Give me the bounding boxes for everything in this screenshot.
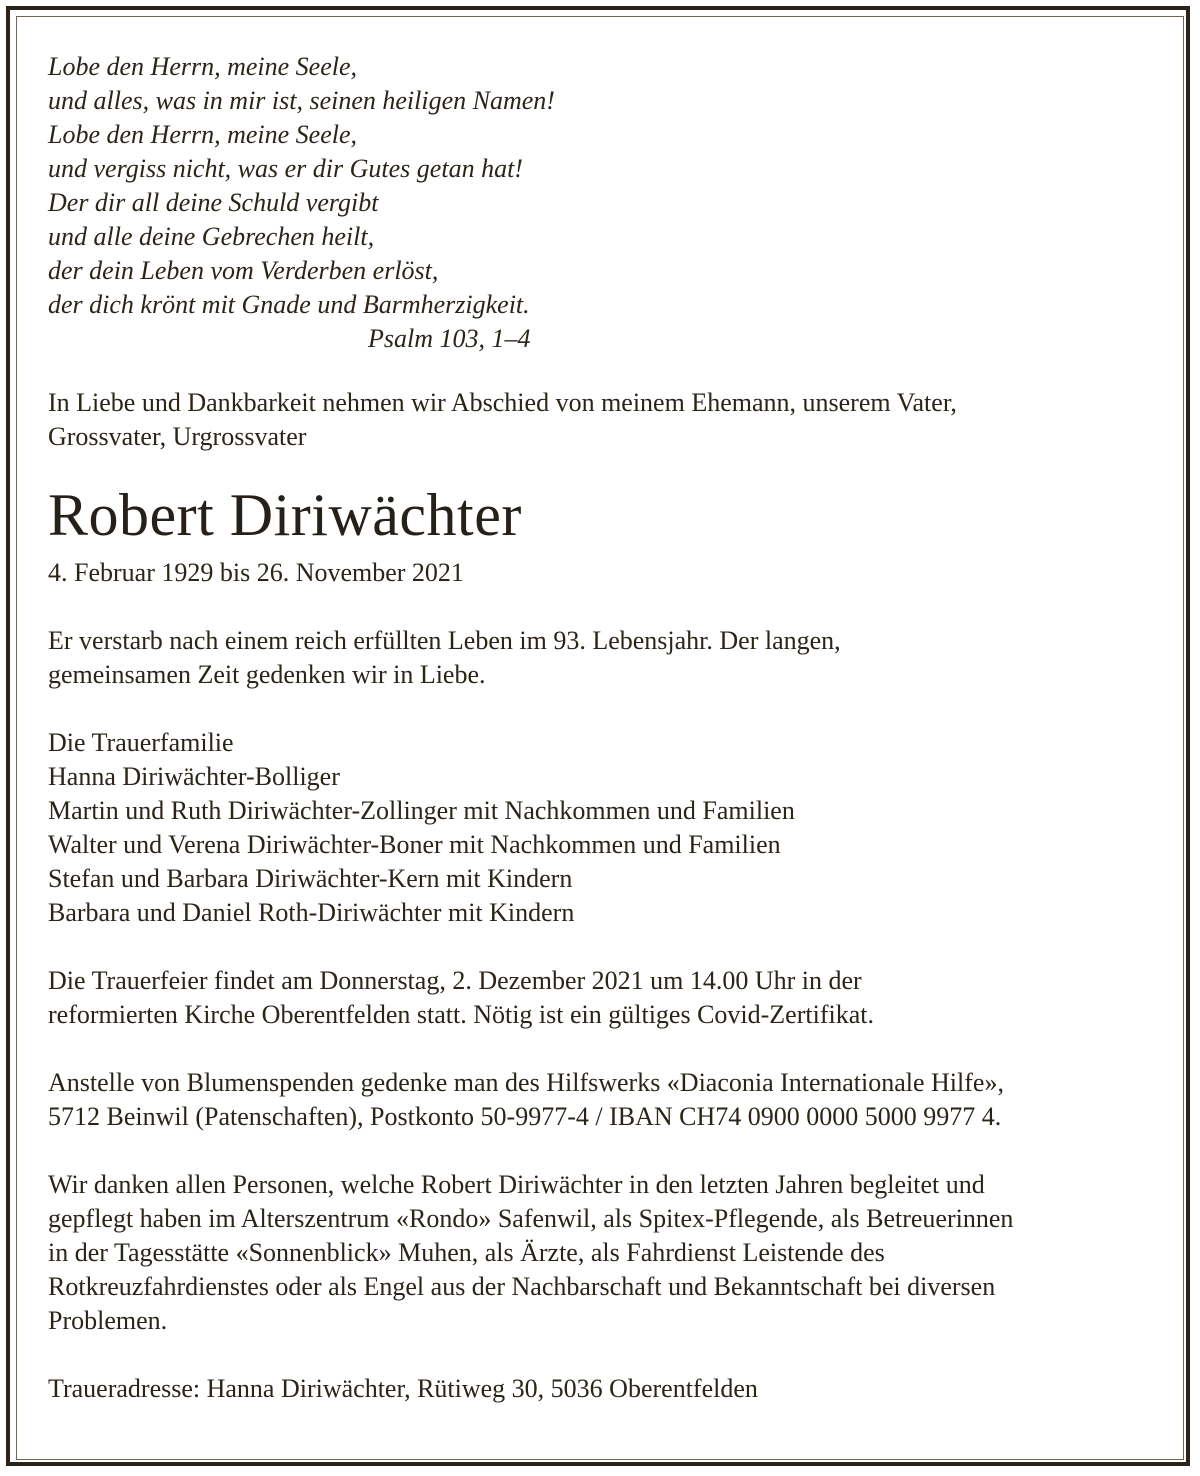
- psalm-line: und alle deine Gebrechen heilt,: [48, 222, 375, 251]
- donation-info: [48, 1066, 1158, 1134]
- funeral-service-info: [48, 964, 1158, 1032]
- family-member: Barbara und Daniel Roth-Diriwächter mit Kindern: [48, 898, 575, 927]
- family-member: Martin und Ruth Diriwächter-Zollinger mit Nachkommen und Familien: [48, 796, 795, 825]
- intro-text: [48, 386, 1158, 454]
- psalm-line: Der dir all deine Schuld vergibt: [48, 188, 379, 217]
- bio-line: Er verstarb nach einem reich erfüllten Leben im 93. Lebensjahr. Der langen,: [48, 626, 841, 655]
- service-line: Die Trauerfeier findet am Donnerstag, 2. Dezember 2021 um 14.00 Uhr in der: [48, 966, 862, 995]
- psalm-line: Lobe den Herrn, meine Seele,: [48, 52, 358, 81]
- donation-line: 5712 Beinwil (Patenschaften), Postkonto 50-9977-4 / IBAN CH74 0900 0000 5000 9977 4.: [48, 1102, 1002, 1131]
- psalm-line: Lobe den Herrn, meine Seele,: [48, 120, 358, 149]
- service-line: reformierten Kirche Oberentfelden statt. Nötig ist ein gültiges Covid-Zertifikat.: [48, 1000, 874, 1029]
- family-heading: Die Trauerfamilie: [48, 728, 234, 757]
- obituary-notice: [48, 50, 1158, 1406]
- psalm-line: der dein Leben vom Verderben erlöst,: [48, 256, 439, 285]
- intro-line: In Liebe und Dankbarkeit nehmen wir Abschied von meinem Ehemann, unserem Vater,: [48, 388, 957, 417]
- psalm-line: und vergiss nicht, was er dir Gutes getan hat!: [48, 154, 523, 183]
- psalm-line: und alles, was in mir ist, seinen heiligen Namen!: [48, 86, 555, 115]
- mourning-address: Traueradresse: Hanna Diriwächter, Rütiweg 30, 5036 Oberentfelden: [48, 1374, 758, 1403]
- psalm-quote: [48, 50, 1158, 356]
- donation-line: Anstelle von Blumenspenden gedenke man des Hilfswerks «Diaconia Internationale Hilfe»,: [48, 1068, 1004, 1097]
- family-member: Stefan und Barbara Diriwächter-Kern mit Kindern: [48, 864, 573, 893]
- bio-line: gemeinsamen Zeit gedenken wir in Liebe.: [48, 660, 486, 689]
- family-list: [48, 726, 1158, 930]
- life-dates: 4. Februar 1929 bis 26. November 2021: [48, 558, 464, 587]
- thanks-line: Rotkreuzfahrdienstes oder als Engel aus der Nachbarschaft und Bekanntschaft bei diversen: [48, 1272, 996, 1301]
- deceased-name: Robert Diriwächter: [48, 482, 522, 548]
- thanks-line: gepflegt haben im Alterszentrum «Rondo» Safenwil, als Spitex-Pflegende, als Betreuerinnen: [48, 1204, 1014, 1233]
- thanks-line: Problemen.: [48, 1306, 168, 1335]
- family-member: Walter und Verena Diriwächter-Boner mit Nachkommen und Familien: [48, 830, 781, 859]
- psalm-reference: Psalm 103, 1–4: [368, 324, 531, 353]
- thanks-line: in der Tagesstätte «Sonnenblick» Muhen, als Ärzte, als Fahrdienst Leistende des: [48, 1238, 885, 1267]
- thanks-line: Wir danken allen Personen, welche Robert Diriwächter in den letzten Jahren begleitet und: [48, 1170, 985, 1199]
- psalm-line: der dich krönt mit Gnade und Barmherzigkeit.: [48, 290, 530, 319]
- bio-text: [48, 624, 1158, 692]
- family-member: Hanna Diriwächter-Bolliger: [48, 762, 340, 791]
- thanks-text: [48, 1168, 1158, 1338]
- intro-line: Grossvater, Urgrossvater: [48, 422, 307, 451]
